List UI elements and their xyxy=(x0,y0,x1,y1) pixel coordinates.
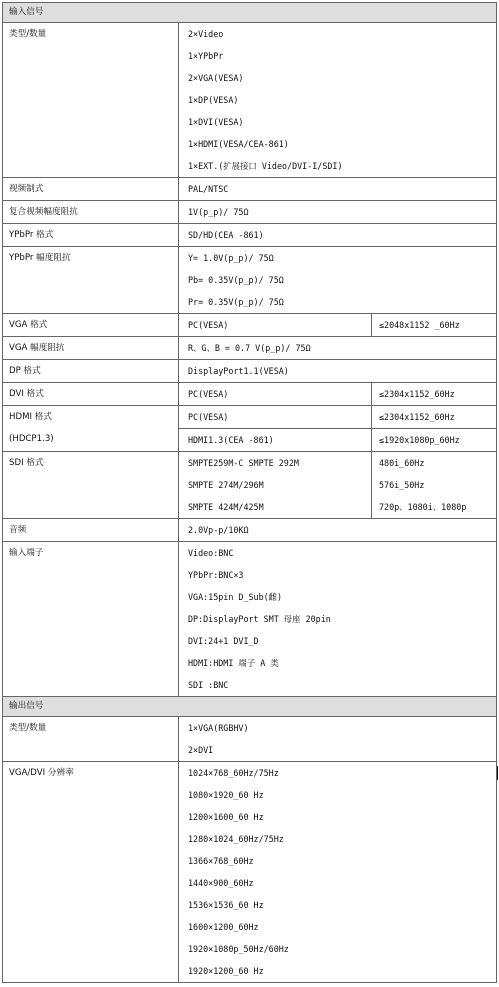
table-row-input-ports xyxy=(3,542,497,697)
value-line: 1600×1200_60Hz xyxy=(188,922,259,932)
table-row-output-resolution xyxy=(3,762,497,983)
row-value: PC(VESA) xyxy=(179,383,372,406)
mode-line: 720p、1080i、1080p xyxy=(379,502,467,512)
row-label: DP 格式 xyxy=(3,360,179,383)
table-row-video-standard xyxy=(3,178,497,201)
value-line: 2×DVI xyxy=(188,745,214,755)
row-value-list xyxy=(179,452,372,519)
row-value-list xyxy=(179,247,497,314)
section-title-output: 输出信号 xyxy=(3,697,497,717)
row-label: HDMI 格式 xyxy=(9,412,52,422)
section-title-input: 输入信号 xyxy=(3,3,497,23)
table-row-dp-format xyxy=(3,360,497,383)
row-value: SD/HD(CEA -861) xyxy=(179,224,497,247)
row-label: YPbPr 幅度阻抗 xyxy=(3,247,179,314)
row-max-resolution: ≤2304x1152_60Hz xyxy=(372,383,497,406)
row-max-resolution: ≤2304x1152_60Hz xyxy=(372,406,497,429)
value-line: 1×YPbPr xyxy=(188,51,224,61)
value-line: 1×DP(VESA) xyxy=(188,95,239,105)
row-label: 音频 xyxy=(3,519,179,542)
row-label: VGA/DVI 分辨率 xyxy=(3,762,179,983)
row-max-resolution: ≤2048x1152 _60Hz xyxy=(372,314,497,337)
value-line: YPbPr:BNC×3 xyxy=(188,570,244,580)
row-value-list xyxy=(179,717,497,762)
table-row-ypbpr-impedance xyxy=(3,247,497,314)
table-row-hdmi-format xyxy=(3,406,497,429)
value-line: 1×HDMI(VESA/CEA-861) xyxy=(188,139,289,149)
row-value: 1V(p_p)/ 75Ω xyxy=(179,201,497,224)
table-row-composite-impedance xyxy=(3,201,497,224)
table-row-input-type-count xyxy=(3,23,497,178)
value-line: 2×VGA(VESA) xyxy=(188,73,244,83)
row-label: SDI 格式 xyxy=(3,452,179,519)
table-row-output-type-count xyxy=(3,717,497,762)
row-mode-list xyxy=(372,452,497,519)
row-label: 类型/数量 xyxy=(3,717,179,762)
value-line: 1280×1024_60Hz/75Hz xyxy=(188,834,284,844)
row-value-list xyxy=(179,762,497,983)
row-max-resolution: ≤1920x1080p_60Hz xyxy=(372,429,497,452)
row-label: 视频制式 xyxy=(3,178,179,201)
row-sublabel: (HDCP1.3) xyxy=(9,434,54,444)
value-line: DVI:24+1 DVI_D xyxy=(188,636,259,646)
row-value: HDMI1.3(CEA -861) xyxy=(179,429,372,452)
value-line: Pr= 0.35V(p_p)/ 75Ω xyxy=(188,297,284,307)
value-line: 1536×1536_60 Hz xyxy=(188,900,264,910)
value-line: 1×VGA(RGBHV) xyxy=(188,723,249,733)
value-line: SMPTE259M-C SMPTE 292M xyxy=(188,458,299,468)
value-line: DP:DisplayPort SMT 母座 20pin xyxy=(188,614,331,624)
row-label: YPbPr 格式 xyxy=(3,224,179,247)
value-line: 1366×768_60Hz xyxy=(188,856,254,866)
value-line: 1024×768_60Hz/75Hz xyxy=(188,768,279,778)
row-label: VGA 幅度阻抗 xyxy=(3,337,179,360)
value-line: SMPTE 424M/425M xyxy=(188,502,264,512)
row-value: PC(VESA) xyxy=(179,406,372,429)
section-header-output xyxy=(3,697,497,717)
row-label: VGA 格式 xyxy=(3,314,179,337)
value-line: 1440×900_60Hz xyxy=(188,878,254,888)
value-line: 2×Video xyxy=(188,29,224,39)
row-value: DisplayPort1.1(VESA) xyxy=(179,360,497,383)
table-row-ypbpr-format xyxy=(3,224,497,247)
value-line: 1200×1600_60 Hz xyxy=(188,812,264,822)
value-line: 1×DVI(VESA) xyxy=(188,117,244,127)
value-line: Video:BNC xyxy=(188,548,234,558)
row-value: 2.0Vp-p/10KΩ xyxy=(179,519,497,542)
value-line: HDMI:HDMI 端子 A 类 xyxy=(188,658,279,668)
table-row-vga-impedance xyxy=(3,337,497,360)
value-line: 1×EXT.(扩展接口 Video/DVI-I/SDI) xyxy=(188,161,343,171)
value-line: 1920×1200_60 Hz xyxy=(188,966,264,976)
row-label: DVI 格式 xyxy=(3,383,179,406)
value-line: 1920×1080p_50Hz/60Hz xyxy=(188,944,289,954)
table-row-vga-format xyxy=(3,314,497,337)
row-label: 输入端子 xyxy=(3,542,179,697)
value-line: 1080×1920_60 Hz xyxy=(188,790,264,800)
value-line: Y= 1.0V(p_p)/ 75Ω xyxy=(188,253,274,263)
text-cursor xyxy=(497,766,498,780)
row-label: 复合视频幅度阻抗 xyxy=(3,201,179,224)
row-value: PAL/NTSC xyxy=(179,178,497,201)
table-row-dvi-format xyxy=(3,383,497,406)
value-line: VGA:15pin D_Sub(雌) xyxy=(188,592,283,602)
mode-line: 576i_50Hz xyxy=(379,480,425,490)
value-line: SDI :BNC xyxy=(188,680,229,690)
value-line: SMPTE 274M/296M xyxy=(188,480,264,490)
row-value-list xyxy=(179,542,497,697)
row-value-list xyxy=(179,23,497,178)
table-row-sdi-format xyxy=(3,452,497,519)
spec-table xyxy=(2,2,497,983)
row-label: 类型/数量 xyxy=(3,23,179,178)
row-value: R、G、B = 0.7 V(p_p)/ 75Ω xyxy=(179,337,497,360)
table-row-audio xyxy=(3,519,497,542)
section-header-input xyxy=(3,3,497,23)
row-value: PC(VESA) xyxy=(179,314,372,337)
mode-line: 480i_60Hz xyxy=(379,458,425,468)
row-label-group xyxy=(3,406,179,452)
value-line: Pb= 0.35V(p_p)/ 75Ω xyxy=(188,275,284,285)
